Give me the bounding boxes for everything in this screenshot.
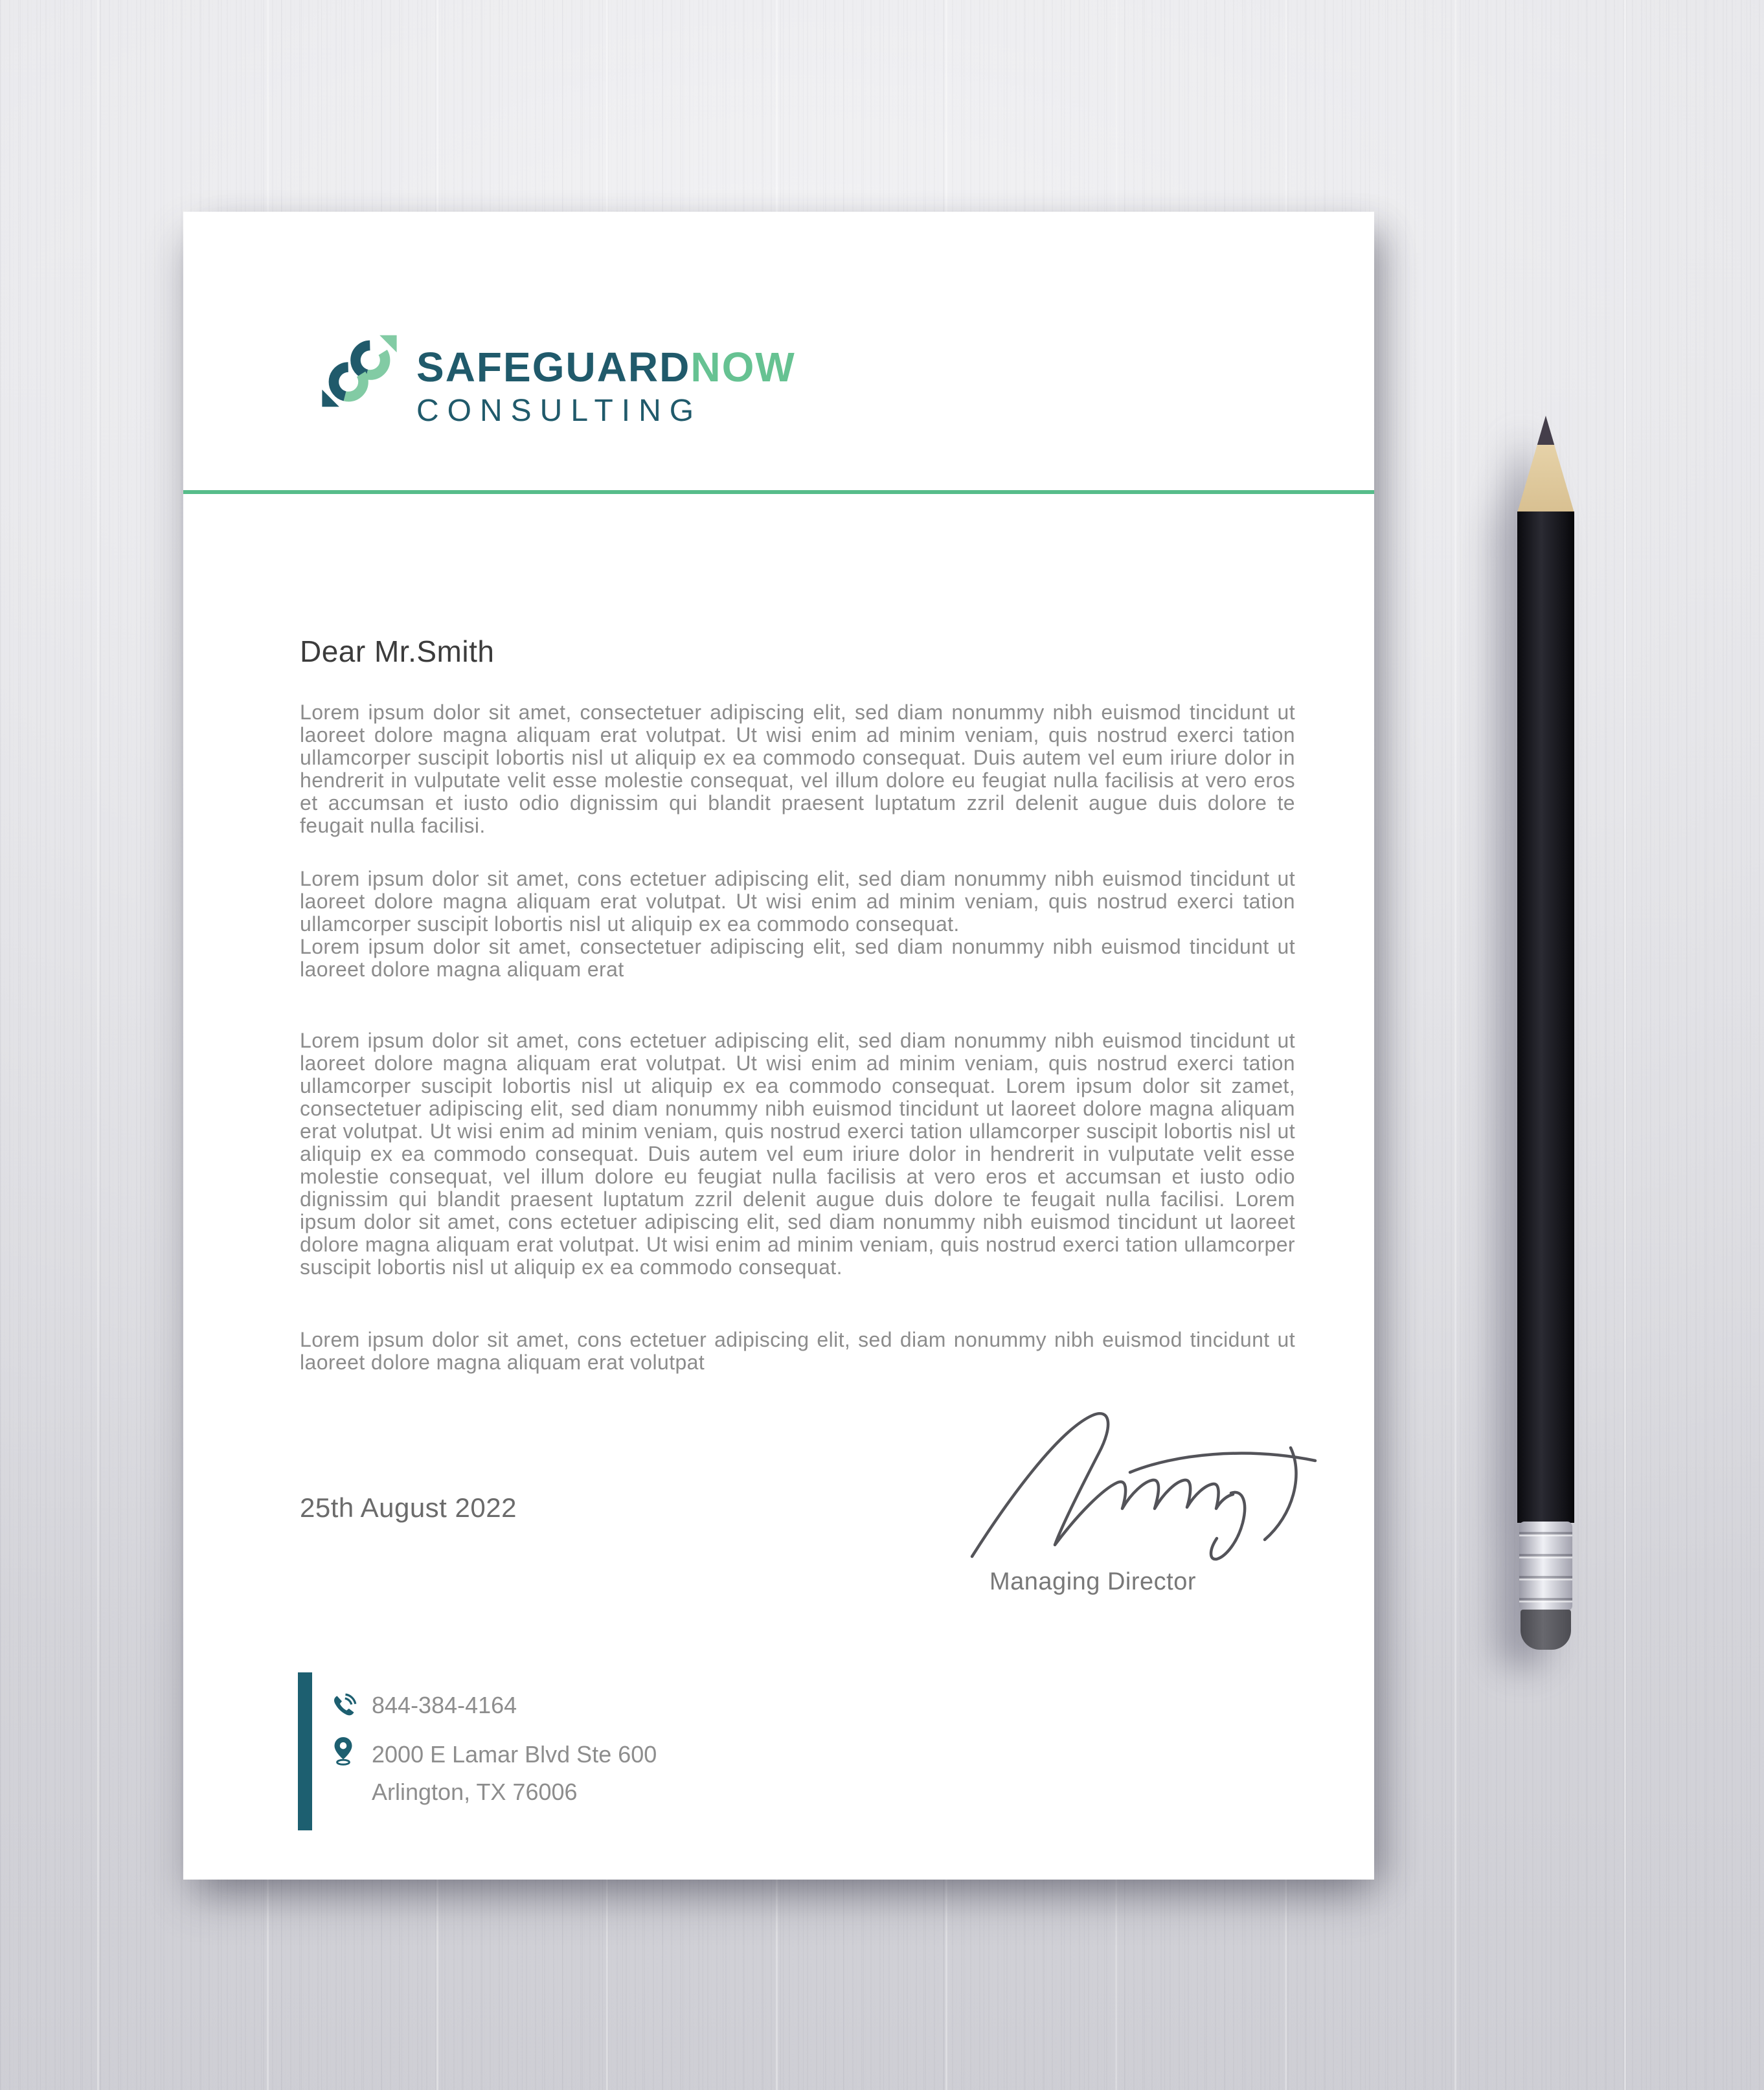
address-row (329, 1736, 657, 1810)
address-line-1: 2000 E Lamar Blvd Ste 600 (372, 1741, 657, 1768)
paragraph-4: Lorem ipsum dolor sit amet, cons ectetuer adipiscing elit, sed diam nonummy nibh euismod tincidunt ut laoreet dolore magna aliquam erat volutpat (300, 1328, 1295, 1374)
brand-primary: SAFEGUARD (416, 344, 691, 390)
address-lines (372, 1736, 657, 1810)
footer-contact (298, 1672, 657, 1830)
paragraph-2b: Lorem ipsum dolor sit amet, consectetuer adipiscing elit, sed diam nonummy nibh euismod tincidunt ut laoreet dolore magna aliquam erat (300, 935, 1295, 981)
pencil-tip (1517, 416, 1574, 513)
footer-rows (329, 1672, 657, 1830)
pencil-eraser (1521, 1610, 1571, 1650)
signature (960, 1406, 1323, 1562)
divider-rule (183, 490, 1374, 494)
phone-row (329, 1692, 657, 1722)
brand-secondary: NOW (690, 344, 796, 390)
salutation: Dear Mr.Smith (300, 635, 495, 668)
paragraph-3: Lorem ipsum dolor sit amet, cons ectetuer adipiscing elit, sed diam nonummy nibh euismod tincidunt ut laoreet dolore magna aliquam erat volutpat. Ut wisi enim ad minim veniam, quis nostrud exerci tation ullamcorper suscipit lobortis nisl ut aliquip ex ea commodo consequat. Lorem ipsum dolor sit zamet, consectetuer adipiscing elit, sed diam nonummy nibh euismod tincidunt ut laoreet dolore magna aliquam erat volutpat. Ut wisi enim ad minim veniam, quis nostrud exerci tation ullamcorper suscipit lobortis nisl ut aliquip ex ea commodo consequat. Duis autem vel eum iriure dolor in hendrerit in vulputate velit esse molestie consequat, vel illum dolore eu feugiat nulla facilisis at vero eros et accumsan et iusto odio dignissim qui blandit praesent luptatum zzril delenit augue duis dolore te feugait nulla facilisi. Lorem ipsum dolor sit amet, cons ectetuer adipiscing elit, sed diam nonummy nibh euismod tincidunt ut laoreet dolore magna aliquam erat volutpat. Ut wisi enim ad minim veniam, quis nostrud exerci tation ullamcorper suscipit lobortis nisl ut aliquip ex ea commodo consequat. (300, 1029, 1295, 1279)
logo-text (416, 332, 796, 427)
paragraph-1: Lorem ipsum dolor sit amet, consectetuer adipiscing elit, sed diam nonummy nibh euismod tincidunt ut laoreet dolore magna aliquam erat volutpat. Ut wisi enim ad minim veniam, quis nostrud exerci tation ullamcorper suscipit lobortis nisl ut aliquip ex ea commodo consequat. Duis autem vel eum iriure dolor in hendrerit in vulputate velit esse molestie consequat, vel illum dolore eu feugiat nulla facilisis at vero eros et accumsan et iusto odio dignissim qui blandit praesent luptatum zzril delenit augue duis dolore te feugait nulla facilisi. (300, 701, 1295, 837)
company-logo (321, 332, 796, 427)
address-line-2: Arlington, TX 76006 (372, 1779, 578, 1805)
paragraph-2 (300, 868, 1295, 981)
letter-paper (183, 212, 1374, 1880)
pencil-ferrule (1519, 1522, 1572, 1611)
phone-icon (329, 1693, 357, 1722)
signature-title: Managing Director (989, 1568, 1196, 1595)
pencil-body (1517, 511, 1574, 1523)
location-pin-icon (329, 1737, 357, 1766)
logo-mark-icon (321, 332, 398, 410)
brand-subtitle: CONSULTING (416, 394, 703, 428)
brand-name (416, 346, 796, 388)
letter-date: 25th August 2022 (300, 1492, 517, 1523)
footer-accent-bar (298, 1672, 312, 1830)
pencil (1517, 416, 1574, 1654)
paragraph-2a: Lorem ipsum dolor sit amet, cons ectetuer adipiscing elit, sed diam nonummy nibh euismod tincidunt ut laoreet dolore magna aliquam erat volutpat. Ut wisi enim ad minim veniam, quis nostrud exerci tation ullamcorper suscipit lobortis nisl ut aliquip ex ea commodo consequat. (300, 867, 1295, 936)
phone-number: 844-384-4164 (372, 1692, 517, 1719)
